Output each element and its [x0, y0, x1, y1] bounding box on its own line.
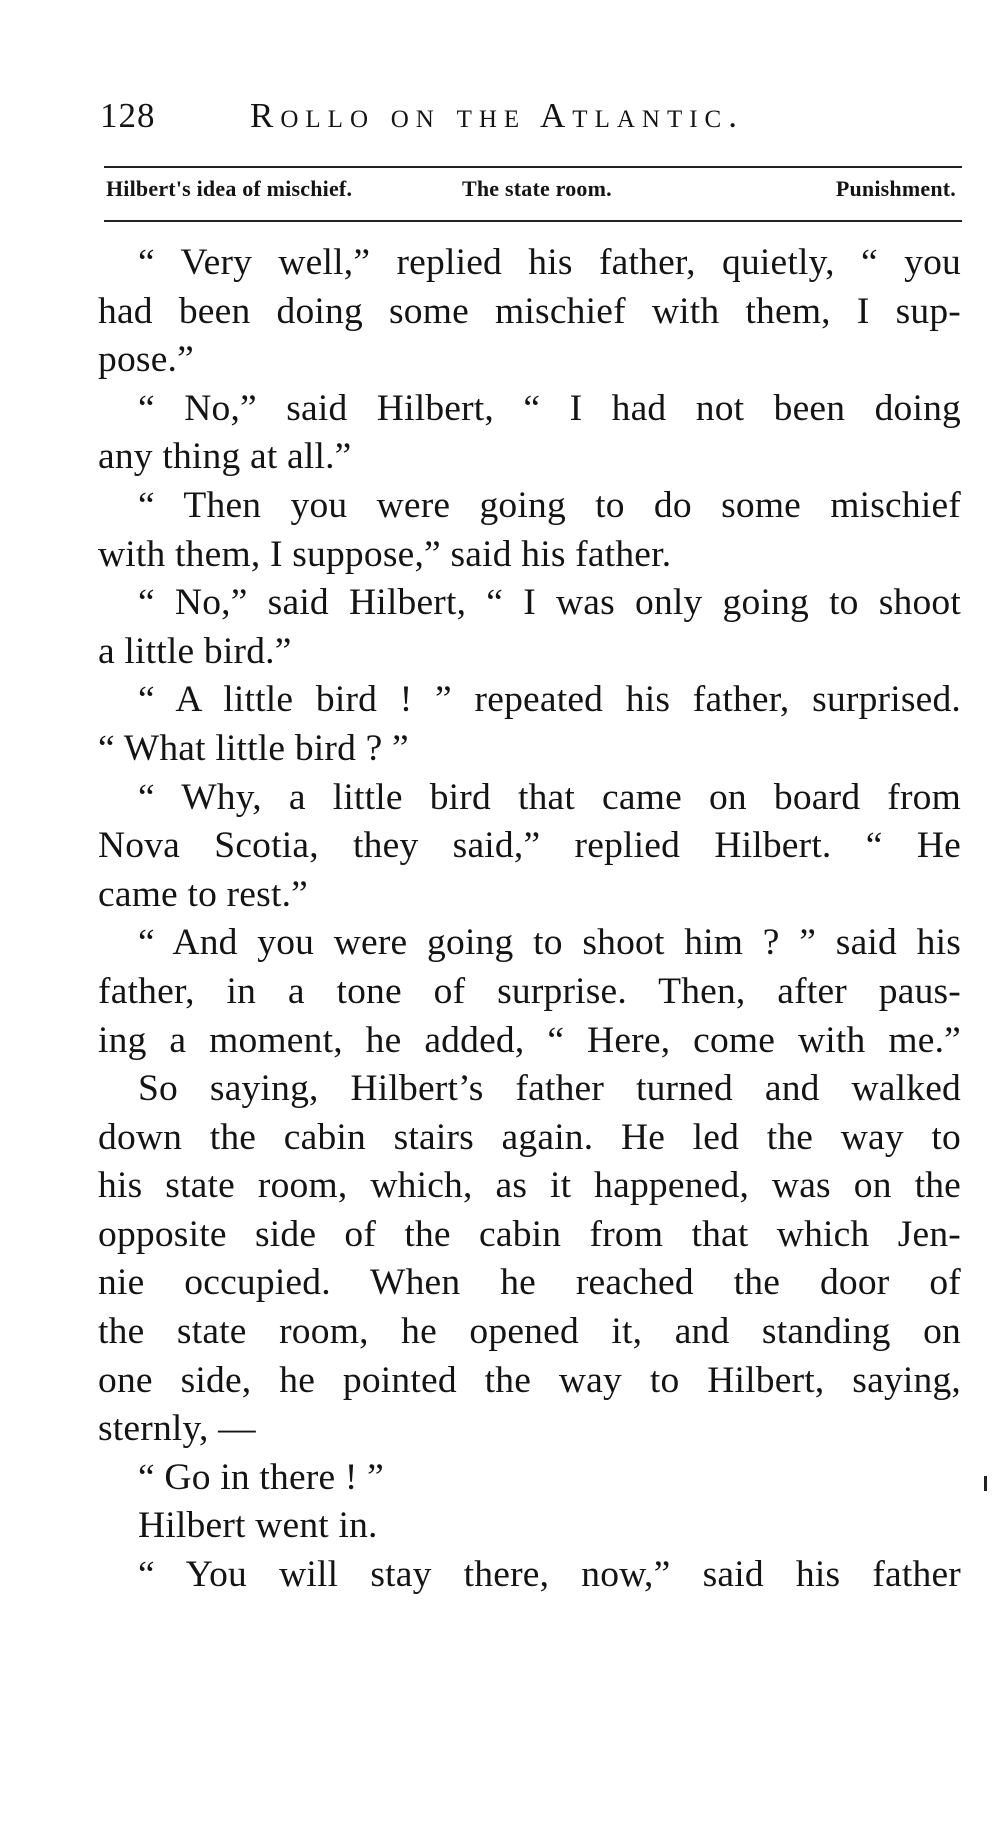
text-line: opposite side of the cabin from that which Jen-	[98, 1213, 961, 1255]
text-line: father, in a tone of surprise. Then, after paus-	[98, 970, 961, 1012]
page-topics	[106, 176, 956, 210]
header-rule-bottom	[104, 220, 962, 222]
text-line: “ Why, a little bird that came on board from	[138, 776, 961, 818]
text-line: sternly, —	[98, 1408, 256, 1450]
text-line: “ A little bird ! ” repeated his father, surprised.	[138, 679, 961, 721]
topic-state-room: The state room.	[462, 176, 612, 201]
text-line: came to rest.”	[98, 873, 308, 915]
margin-mark	[984, 1476, 987, 1491]
text-line: had been doing some mischief with them, I sup-	[98, 290, 961, 332]
text-line: any thing at all.”	[98, 436, 352, 478]
text-line: So saying, Hilbert’s father turned and walked	[138, 1068, 961, 1110]
running-head	[100, 96, 960, 144]
body-text	[98, 239, 961, 1600]
text-line: Nova Scotia, they said,” replied Hilbert. “ He	[98, 825, 961, 867]
text-line: nie occupied. When he reached the door of	[98, 1262, 961, 1304]
text-line: the state room, he opened it, and standing on	[98, 1311, 961, 1353]
text-line: “ No,” said Hilbert, “ I was only going to shoot	[138, 582, 961, 624]
text-line: a little bird.”	[98, 630, 292, 672]
text-line: one side, he pointed the way to Hilbert, saying,	[98, 1359, 961, 1401]
topic-punishment: Punishment.	[835, 176, 956, 201]
text-line: Hilbert went in.	[138, 1505, 378, 1547]
text-line: with them, I suppose,” said his father.	[98, 533, 672, 575]
text-line: “ Go in there ! ”	[138, 1456, 384, 1498]
topic-hilberts-idea: Hilbert's idea of mischief.	[106, 176, 353, 201]
text-line: “ What little bird ? ”	[98, 727, 409, 769]
text-line: ing a moment, he added, “ Here, come with me.”	[98, 1019, 961, 1061]
page-number: 128	[100, 96, 156, 135]
text-line: down the cabin stairs again. He led the way to	[98, 1116, 961, 1158]
text-line: “ No,” said Hilbert, “ I had not been doing	[138, 387, 961, 429]
text-line: “ Very well,” replied his father, quietly, “ you	[138, 242, 961, 283]
text-line: pose.”	[98, 339, 194, 381]
text-line: “ And you were going to shoot him ? ” said his	[138, 922, 961, 964]
text-line: “ Then you were going to do some mischief	[138, 484, 961, 526]
text-line: “ You will stay there, now,” said his father	[138, 1554, 961, 1596]
text-line: his state room, which, as it happened, was on the	[98, 1165, 961, 1207]
book-title: Rollo on the Atlantic.	[250, 96, 744, 135]
header-rule-top	[104, 166, 962, 168]
